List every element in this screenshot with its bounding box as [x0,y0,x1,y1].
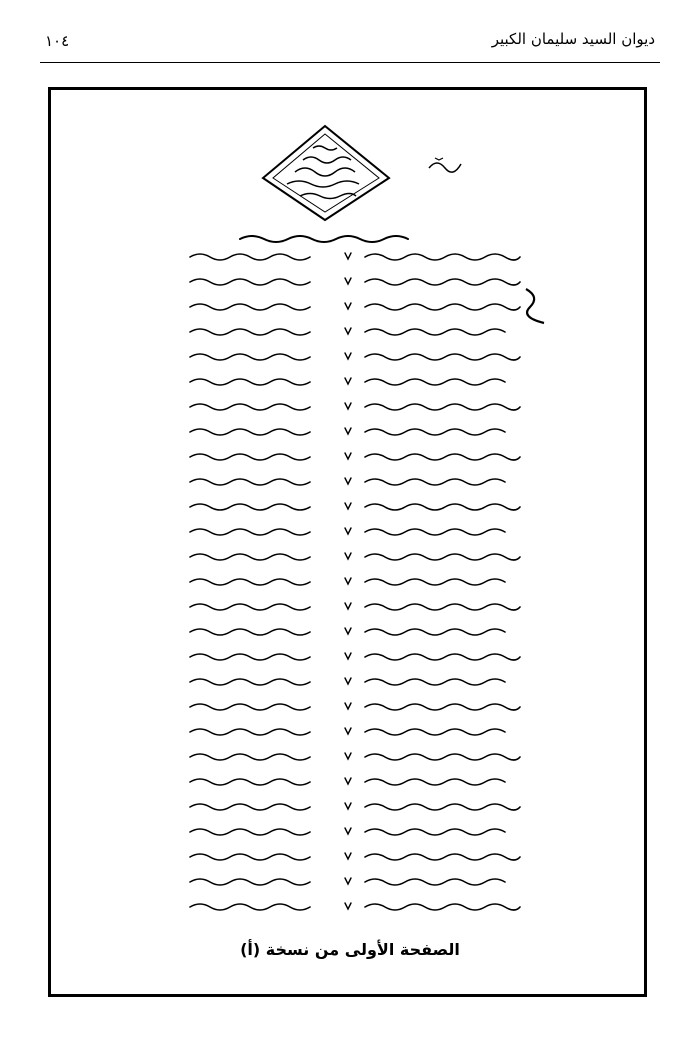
manuscript-seal-image [255,122,395,222]
page-number: ١٠٤ [45,32,70,50]
header-rule [40,62,660,63]
manuscript-text-lines-image [185,235,530,925]
manuscript-marginal-note-image [425,150,465,180]
figure-caption: الصفحة الأولى من نسخة (أ) [240,940,460,959]
running-title: ديوان السيد سليمان الكبير [491,30,655,48]
